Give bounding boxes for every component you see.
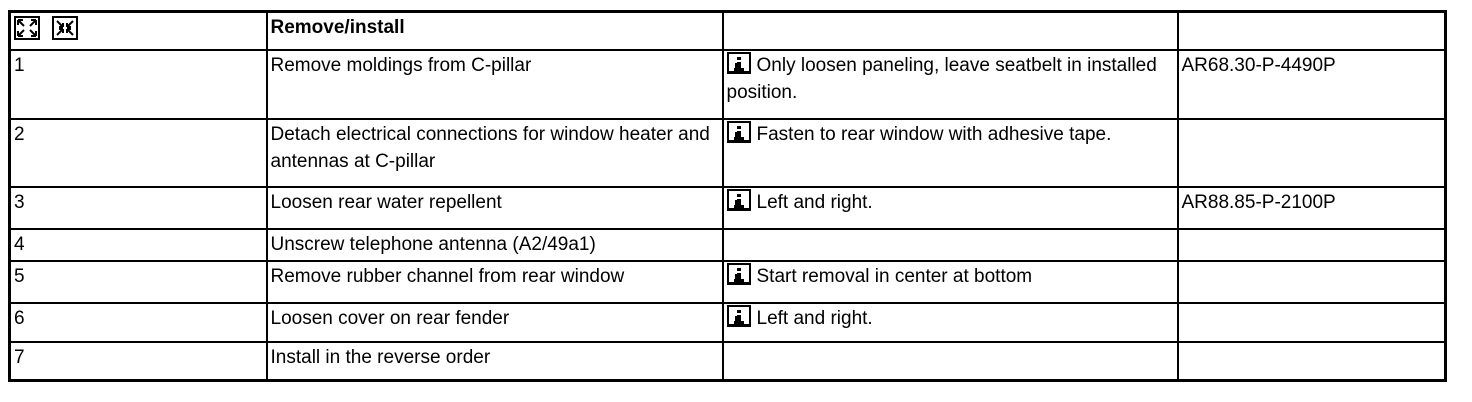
step-action: Detach electrical connections for window heater and antennas at C-pillar <box>267 119 723 187</box>
step-note: Only loosen paneling, leave seatbelt in installed position. <box>726 55 1157 103</box>
step-number: 2 <box>10 119 267 187</box>
step-note: Start removal in center at bottom <box>756 266 1033 287</box>
step-note-cell <box>723 342 1178 381</box>
table-row <box>10 187 1446 229</box>
step-number: 5 <box>10 261 267 303</box>
header-empty-cell <box>1178 12 1446 51</box>
step-note-cell <box>723 261 1178 303</box>
step-note-cell <box>723 119 1178 187</box>
info-icon[interactable] <box>727 121 751 143</box>
info-icon[interactable] <box>727 189 751 211</box>
table-row <box>10 303 1446 342</box>
header-title: Remove/install <box>267 12 723 51</box>
step-action: Install in the reverse order <box>267 342 723 381</box>
table-row <box>10 229 1446 261</box>
step-reference-link <box>1178 261 1446 303</box>
step-action: Loosen cover on rear fender <box>267 303 723 342</box>
table-row <box>10 119 1446 187</box>
info-icon[interactable] <box>727 52 751 74</box>
step-action: Unscrew telephone antenna (A2/49a1) <box>267 229 723 261</box>
step-note-cell <box>723 303 1178 342</box>
step-action: Remove moldings from C-pillar <box>267 50 723 119</box>
table-row <box>10 342 1446 381</box>
step-reference-link[interactable]: AR88.85-P-2100P <box>1178 187 1446 229</box>
step-number: 1 <box>10 50 267 119</box>
expand-all-icon[interactable] <box>14 16 40 40</box>
step-number: 6 <box>10 303 267 342</box>
procedure-table <box>8 10 1447 382</box>
step-reference-link[interactable] <box>1178 119 1446 187</box>
step-number: 4 <box>10 229 267 261</box>
info-icon[interactable] <box>727 305 751 327</box>
step-note-cell <box>723 50 1178 119</box>
table-row <box>10 261 1446 303</box>
step-note: Fasten to rear window with adhesive tape. <box>756 124 1112 145</box>
collapse-all-icon[interactable] <box>52 16 78 40</box>
step-reference-link[interactable]: AR68.30-P-4490P <box>1178 50 1446 119</box>
step-note-cell <box>723 229 1178 261</box>
step-reference-link <box>1178 342 1446 381</box>
table-row <box>10 50 1446 119</box>
step-number: 7 <box>10 342 267 381</box>
step-action: Remove rubber channel from rear window <box>267 261 723 303</box>
step-note-cell <box>723 187 1178 229</box>
step-action: Loosen rear water repellent <box>267 187 723 229</box>
info-icon[interactable] <box>727 263 751 285</box>
step-number: 3 <box>10 187 267 229</box>
header-row <box>10 12 1446 51</box>
step-note: Left and right. <box>756 192 873 213</box>
header-icons-cell <box>10 12 267 51</box>
step-reference-link <box>1178 229 1446 261</box>
step-reference-link <box>1178 303 1446 342</box>
step-note: Left and right. <box>756 308 873 329</box>
header-empty-cell <box>723 12 1178 51</box>
